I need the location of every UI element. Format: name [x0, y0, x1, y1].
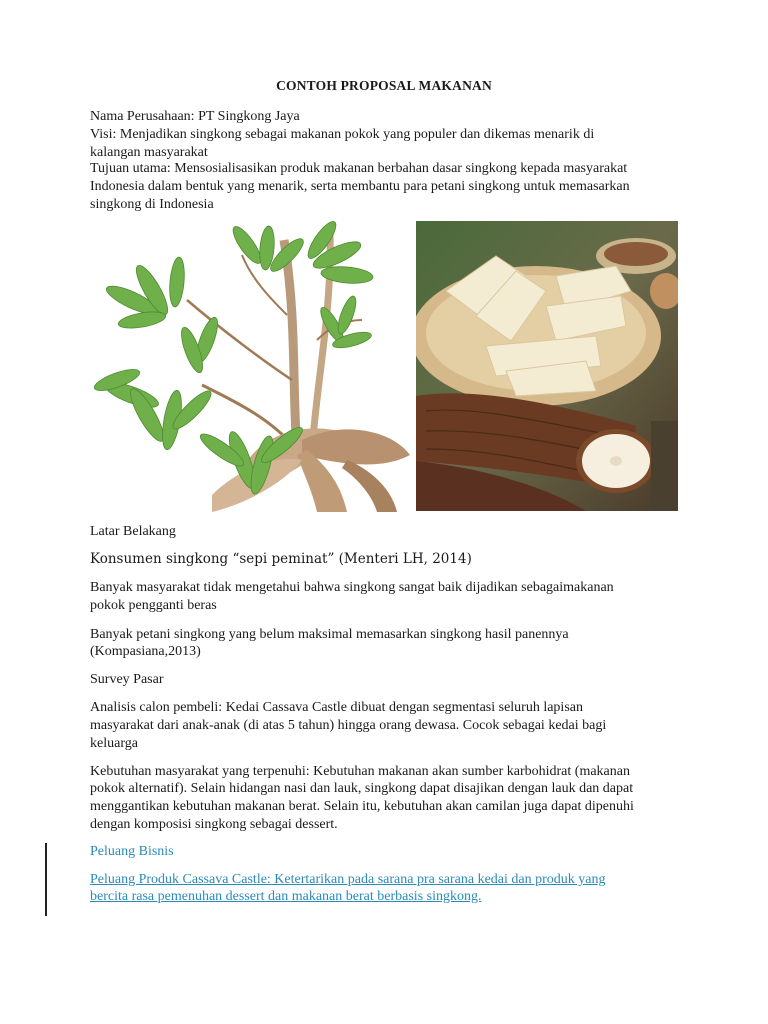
survey-paragraph-2-line-1: Kebutuhan masyarakat yang terpenuhi: Kebutuhan makanan akan sumber karbohidrat (makanan: [90, 764, 630, 779]
background-paragraph-2-line-2: pokok pengganti beras: [90, 598, 217, 613]
vision-line-1: Visi: Menjadikan singkong sebagai makanan pokok yang populer dan dikemas menarik di: [90, 127, 595, 142]
goal-line-2: Indonesia dalam bentuk yang menarik, serta membantu para petani singkong untuk memasarkan: [90, 179, 630, 194]
background-paragraph-3-line-2: (Kompasiana,2013): [90, 644, 201, 659]
background-paragraph-1: Konsumen singkong “sepi peminat” (Menteri LH, 2014): [90, 551, 472, 567]
survey-paragraph-2-line-4: dengan komposisi singkong sebagai dessert.: [90, 817, 338, 832]
survey-paragraph-1-line-2: masyarakat dari anak-anak (di atas 5 tahun) hingga orang dewasa. Cocok sebagai kedai bagi: [90, 718, 607, 733]
opportunity-paragraph-line-2[interactable]: bercita rasa pemenuhan dessert dan makanan berat berbasis singkong.: [90, 889, 482, 904]
goal-line-3: singkong di Indonesia: [90, 197, 214, 212]
survey-paragraph-2-line-2: pokok alternatif). Selain hidangan nasi dan lauk, singkong dapat disajikan dengan lauk dan dapat: [90, 781, 634, 796]
survey-paragraph-1-line-1: Analisis calon pembeli: Kedai Cassava Castle dibuat dengan segmentasi seluruh lapisan: [90, 700, 583, 715]
cassava-plant-illustration: [92, 220, 414, 512]
document-title: CONTOH PROPOSAL MAKANAN: [276, 78, 492, 93]
opportunity-heading: Peluang Bisnis: [90, 844, 174, 859]
background-heading: Latar Belakang: [90, 524, 176, 539]
survey-paragraph-2-line-3: menggantikan kebutuhan makanan berat. Selain itu, kebutuhan akan camilan juga dapat dipenuhi: [90, 799, 634, 814]
survey-heading: Survey Pasar: [90, 672, 164, 687]
background-paragraph-2-line-1: Banyak masyarakat tidak mengetahui bahwa singkong sangat baik dijadikan sebagaimakanan: [90, 580, 614, 595]
goal-line-1: Tujuan utama: Mensosialisasikan produk makanan berbahan dasar singkong kepada masyarakat: [90, 161, 628, 176]
company-name: Nama Perusahaan: PT Singkong Jaya: [90, 109, 300, 124]
vision-line-2: kalangan masyarakat: [90, 145, 208, 160]
margin-change-bar: [45, 843, 47, 916]
opportunity-paragraph-line-1[interactable]: Peluang Produk Cassava Castle: Ketertarikan pada sarana pra sarana kedai dan produk yang: [90, 872, 606, 887]
cassava-food-photo: [416, 221, 678, 511]
survey-paragraph-1-line-3: keluarga: [90, 736, 138, 751]
background-paragraph-3-line-1: Banyak petani singkong yang belum maksimal memasarkan singkong hasil panennya: [90, 627, 569, 642]
